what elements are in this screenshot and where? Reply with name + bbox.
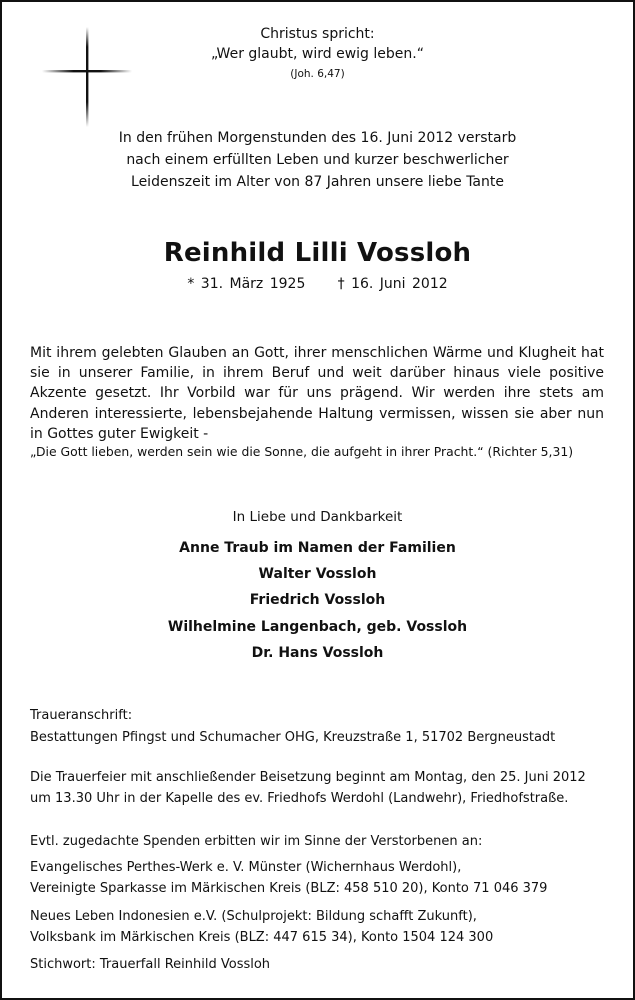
intro-line-1: In den frühen Morgenstunden des 16. Juni 2012 verstarb — [118, 130, 517, 146]
family-member: Wilhelmine Langenbach, geb. Vossloh — [167, 619, 468, 635]
verse-heading: Christus spricht: — [260, 26, 375, 42]
recipient-1-line-1: Evangelisches Perthes-Werk e. V. Münster (Wichernhaus Werdohl), — [30, 860, 462, 875]
tribute-text: Mit ihrem gelebten Glauben an Gott, ihrer menschlichen Wärme und Klugheit hat sie in unserer Familie, in ihrem Beruf und weit darüber hinaus viele positive Akzente gesetzt. Ihr Vorbild war für uns prägend. Wir werden ihre stets am Anderen interessierte, lebensbejahende Haltung vermissen, wissen sie aber nun in Gottes guter Ewigkeit - — [30, 345, 604, 442]
family-member: Friedrich Vossloh — [249, 592, 386, 608]
birth-date: * 31. März 1925 — [187, 276, 306, 292]
closing-quote: „Die Gott lieben, werden sein wie die Sonne, die aufgeht in ihrer Pracht.“ (Richter 5,31) — [30, 444, 574, 459]
donations-intro: Evtl. zugedachte Spenden erbitten wir im Sinne der Verstorbenen an: — [30, 834, 483, 849]
death-date: † 16. Juni 2012 — [337, 276, 448, 292]
deceased-name: Reinhild Lilli Vossloh — [163, 238, 472, 268]
recipient-2-line-1: Neues Leben Indonesien e.V. (Schulprojekt: Bildung schafft Zukunft), — [30, 909, 477, 924]
recipient-2-line-2: Volksbank im Märkischen Kreis (BLZ: 447 615 34), Konto 1504 124 300 — [30, 930, 494, 945]
recipient-1-line-2: Vereinigte Sparkasse im Märkischen Kreis (BLZ: 458 510 20), Konto 71 046 379 — [30, 881, 548, 896]
address-label: Traueranschrift: — [30, 708, 133, 723]
ceremony-line-2: um 13.30 Uhr in der Kapelle des ev. Friedhofs Werdohl (Landwehr), Friedhofstraße. — [30, 791, 569, 806]
family-member: Walter Vossloh — [258, 566, 377, 582]
donation-keyword: Stichwort: Trauerfall Reinhild Vossloh — [30, 957, 271, 972]
ceremony-line-1: Die Trauerfeier mit anschließender Beisetzung beginnt am Montag, den 25. Juni 2012 — [30, 770, 586, 785]
verse-quote: „Wer glaubt, wird ewig leben.“ — [211, 46, 424, 62]
family-member: Anne Traub im Namen der Familien — [179, 540, 456, 556]
thanks-line: In Liebe und Dankbarkeit — [232, 509, 403, 525]
verse-reference: (Joh. 6,47) — [290, 68, 345, 80]
family-member: Dr. Hans Vossloh — [251, 645, 384, 661]
intro-line-2: nach einem erfüllten Leben und kurzer beschwerlicher — [126, 152, 509, 168]
intro-line-3: Leidenszeit im Alter von 87 Jahren unsere liebe Tante — [131, 174, 504, 190]
address-value: Bestattungen Pfingst und Schumacher OHG, Kreuzstraße 1, 51702 Bergneustadt — [30, 730, 556, 745]
life-dates — [0, 276, 635, 292]
